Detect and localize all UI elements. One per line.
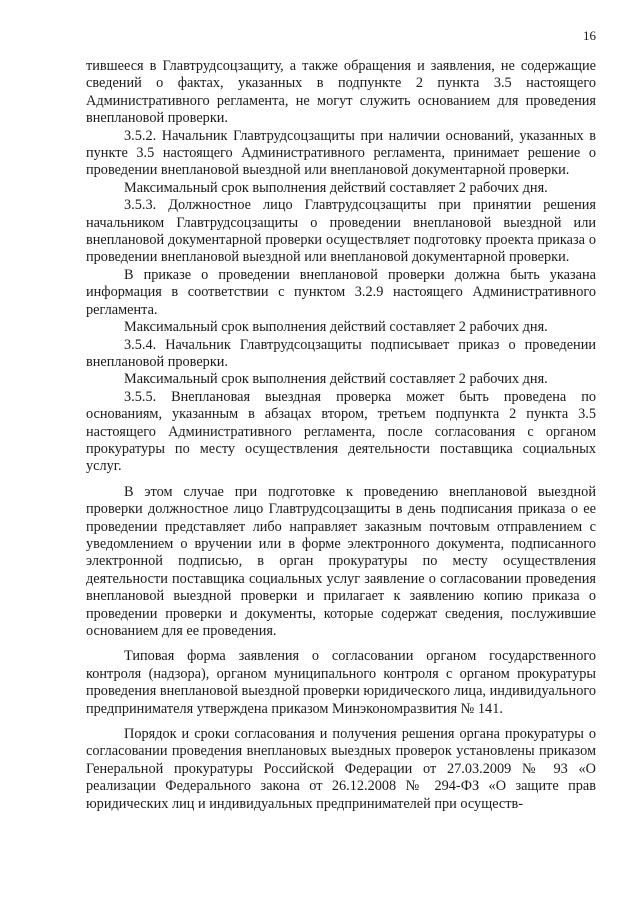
paragraph-max-term-1: Максимальный срок выполнения действий составляет 2 рабочих дня. xyxy=(124,179,548,196)
paragraph-application-procedure: В этом случае при подготовке к проведению внеплановой выездной проверки должностное лицо Главтрудсоцзащиты в день подписания приказа о ее проведении представляет либо направляет заказным почтовым отправлением с уведомлением о вручении или в форме электронного документа, подписанного электронной подписью, в орган прокуратуры по месту осуществления деятельности поставщика социальных услуг заявление о согласовании проведения внеплановой выездной проверки и прилагает к заявлению копию приказа о проведении проверки и документы, которые содержат сведения, послужившие основанием для ее проведения. xyxy=(86,483,596,639)
paragraph-max-term-2: Максимальный срок выполнения действий составляет 2 рабочих дня. xyxy=(124,319,548,336)
paragraph-3-5-4: 3.5.4. Начальник Главтрудсоцзащиты подписывает приказ о проведении внеплановой проверки. xyxy=(86,336,596,370)
paragraph-procedure-and-terms: Порядок и сроки согласования и получения решения органа прокуратуры о согласовании проведения внеплановых выездных проверок установлены приказом Генеральной прокуратуры Российской Федерации от 27.03.2009 № 93 «О реализации Федерального закона от 26.12.2008 № 294-ФЗ «О защите прав юридических лиц и индивидуальных предпринимателей при осуществ- xyxy=(86,726,596,812)
paragraph-3-5-3: 3.5.3. Должностное лицо Главтрудсоцзащиты при принятии решения начальником Главтрудсоцзащиты о проведении внеплановой выездной или внеплановой документарной проверки осуществляет подготовку проекта приказа о проведении внеплановой выездной или внеплановой документарной проверки. xyxy=(86,197,596,266)
paragraph-order-info: В приказе о проведении внеплановой проверки должна быть указана информация в соответствии с пунктом 3.2.9 настоящего Административного регламента. xyxy=(86,266,596,318)
paragraph-standard-form: Типовая форма заявления о согласовании органом государственного контроля (надзора), органом муниципального контроля с органом прокуратуры проведения внеплановой выездной проверки юридического лица, индивидуального предпринимателя утверждена приказом Минэкономразвития № 141. xyxy=(86,648,597,717)
paragraph-continuation: тившееся в Главтрудсоцзащиту, а также обращения и заявления, не содержащие сведений о фактах, указанных в подпункте 2 пункта 3.5 настоящего Административного регламента, не могут служить основанием для проведения внеплановой проверки. xyxy=(86,58,596,127)
paragraph-max-term-3: Максимальный срок выполнения действий составляет 2 рабочих дня. xyxy=(124,371,548,388)
paragraph-3-5-5: 3.5.5. Внеплановая выездная проверка может быть проведена по основаниям, указанным в абзацах втором, третьем подпункта 2 пункта 3.5 настоящего Административного регламента, после согласования с органом прокуратуры по месту осуществления деятельности поставщика социальных услуг. xyxy=(86,388,596,475)
document-body xyxy=(86,58,596,813)
paragraph-3-5-2: 3.5.2. Начальник Главтрудсоцзащиты при наличии оснований, указанных в пункте 3.5 настоящего Административного регламента, принимает решение о проведении внеплановой выездной или внеплановой документарной проверки. xyxy=(86,127,596,179)
page-number: 16 xyxy=(583,28,596,43)
